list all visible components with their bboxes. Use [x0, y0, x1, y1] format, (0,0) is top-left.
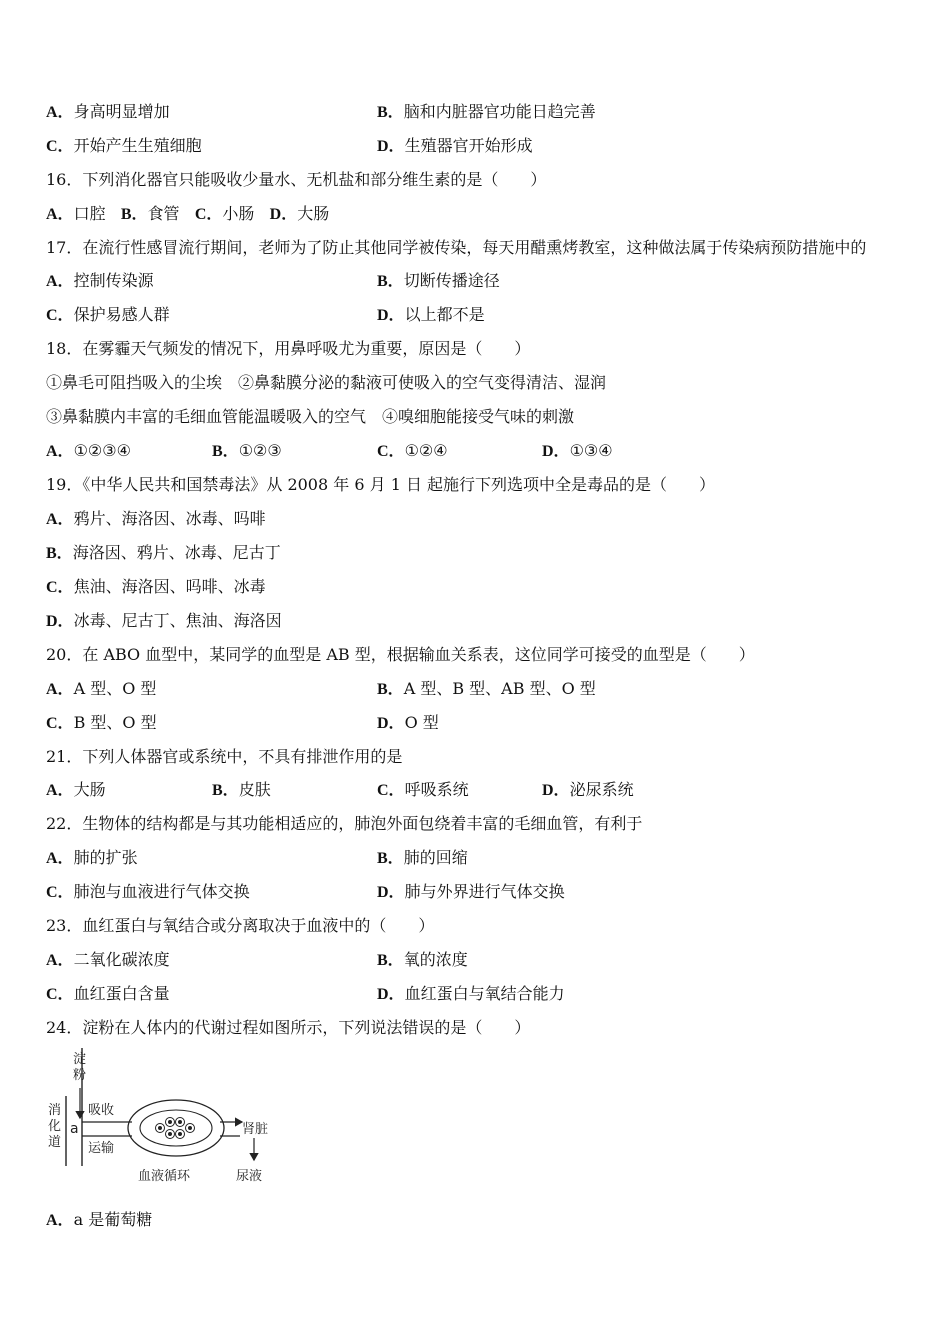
q19-option-b: B．海洛因、鸦片、冰毒、尼古丁	[46, 543, 281, 562]
q20-option-d: D．O 型	[377, 713, 439, 732]
q17-stem: 17．在流行性感冒流行期间，老师为了防止其他同学被传染，每天用醋熏烤教室，这种做法属于传染病预防措施中的	[46, 238, 867, 257]
tract-label-2: 化	[48, 1119, 62, 1134]
blood-cell-core	[159, 1127, 162, 1130]
q21-option-a: A．大肠	[46, 780, 106, 799]
kidney-label: 肾脏	[242, 1122, 269, 1137]
tract-label-3: 道	[48, 1135, 62, 1150]
q15-option-a: A．身高明显增加	[46, 102, 170, 121]
q17-option-a: A．控制传染源	[46, 271, 154, 290]
q21-option-c: C．呼吸系统	[377, 780, 469, 799]
q17-option-d: D．以上都不是	[377, 305, 485, 324]
q20-option-c: C．B 型、O 型	[46, 713, 157, 732]
q17-option-b: B．切断传播途径	[377, 271, 500, 290]
q23-stem: 23．血红蛋白与氧结合或分离取决于血液中的（ ）	[46, 916, 435, 935]
q18-option-d: D．①③④	[542, 441, 613, 460]
q22-option-d: D．肺与外界进行气体交换	[377, 882, 565, 901]
blood-cell-core	[189, 1127, 192, 1130]
q20-option-a: A．A 型、O 型	[46, 679, 157, 698]
q23-option-d: D．血红蛋白与氧结合能力	[377, 984, 565, 1003]
q24-option-a: A．a 是葡萄糖	[46, 1210, 153, 1229]
q18-statement-1: ①鼻毛可阻挡吸入的尘埃 ②鼻黏膜分泌的黏液可使吸入的空气变得清洁、湿润	[46, 373, 607, 392]
q23-option-c: C．血红蛋白含量	[46, 984, 170, 1003]
q19-option-c: C．焦油、海洛因、吗啡、冰毒	[46, 577, 266, 596]
q21-option-b: B．皮肤	[212, 780, 271, 799]
blood-cell-core	[169, 1133, 172, 1136]
q18-option-c: C．①②④	[377, 441, 448, 460]
blood-vessel-inner	[140, 1110, 212, 1146]
q22-option-b: B．肺的回缩	[377, 848, 468, 867]
blood-cell-core	[179, 1133, 182, 1136]
blood-cell-core	[179, 1121, 182, 1124]
starch-label-1: 淀	[73, 1052, 87, 1067]
tract-label-1: 消	[48, 1103, 62, 1118]
q23-option-b: B．氧的浓度	[377, 950, 468, 969]
substance-a-label: a	[70, 1121, 79, 1137]
q18-stem: 18．在雾霾天气频发的情况下，用鼻呼吸尤为重要，原因是（ ）	[46, 339, 531, 358]
blood-cell-core	[169, 1121, 172, 1124]
q15-option-d: D．生殖器官开始形成	[377, 136, 533, 155]
circulation-label: 血液循环	[138, 1169, 191, 1184]
q20-option-b: B．A 型、B 型、AB 型、O 型	[377, 679, 596, 698]
q22-option-a: A．肺的扩张	[46, 848, 138, 867]
q21-option-d: D．泌尿系统	[542, 780, 634, 799]
q16-stem: 16．下列消化器官只能吸收少量水、无机盐和部分维生素的是（ ）	[46, 170, 547, 189]
q19-option-d: D．冰毒、尼古丁、焦油、海洛因	[46, 611, 282, 630]
transport-label: 运输	[88, 1141, 115, 1156]
q21-stem: 21．下列人体器官或系统中，不具有排泄作用的是	[46, 747, 403, 766]
q18-statement-2: ③鼻黏膜内丰富的毛细血管能温暖吸入的空气 ④嗅细胞能接受气味的刺激	[46, 407, 575, 426]
q17-option-c: C．保护易感人群	[46, 305, 170, 324]
q24-stem: 24．淀粉在人体内的代谢过程如图所示，下列说法错误的是（ ）	[46, 1018, 531, 1037]
starch-metabolism-diagram	[46, 1048, 286, 1193]
q20-stem: 20．在 ABO 血型中，某同学的血型是 AB 型，根据输血关系表，这位同学可接受的血型是（ ）	[46, 645, 755, 664]
starch-label-2: 粉	[73, 1068, 87, 1083]
q16-options: A．口腔 B．食管 C．小肠 D．大肠	[46, 204, 330, 223]
blood-cells	[156, 1118, 195, 1139]
urine-label: 尿液	[236, 1169, 263, 1184]
q18-option-b: B．①②③	[212, 441, 282, 460]
q19-stem: 19．《中华人民共和国禁毒法》从 2008 年 6 月 1 日 起施行下列选项中全是毒品的是（ ）	[46, 475, 716, 494]
q22-stem: 22．生物体的结构都是与其功能相适应的，肺泡外面包绕着丰富的毛细血管，有利于	[46, 814, 643, 833]
q15-option-b: B．脑和内脏器官功能日趋完善	[377, 102, 596, 121]
q19-option-a: A．鸦片、海洛因、冰毒、吗啡	[46, 509, 266, 528]
absorb-label: 吸收	[88, 1103, 115, 1118]
q15-option-c: C．开始产生生殖细胞	[46, 136, 202, 155]
q18-option-a: A．①②③④	[46, 441, 131, 460]
q22-option-c: C．肺泡与血液进行气体交换	[46, 882, 250, 901]
q23-option-a: A．二氧化碳浓度	[46, 950, 170, 969]
blood-vessel-outer	[128, 1100, 224, 1156]
